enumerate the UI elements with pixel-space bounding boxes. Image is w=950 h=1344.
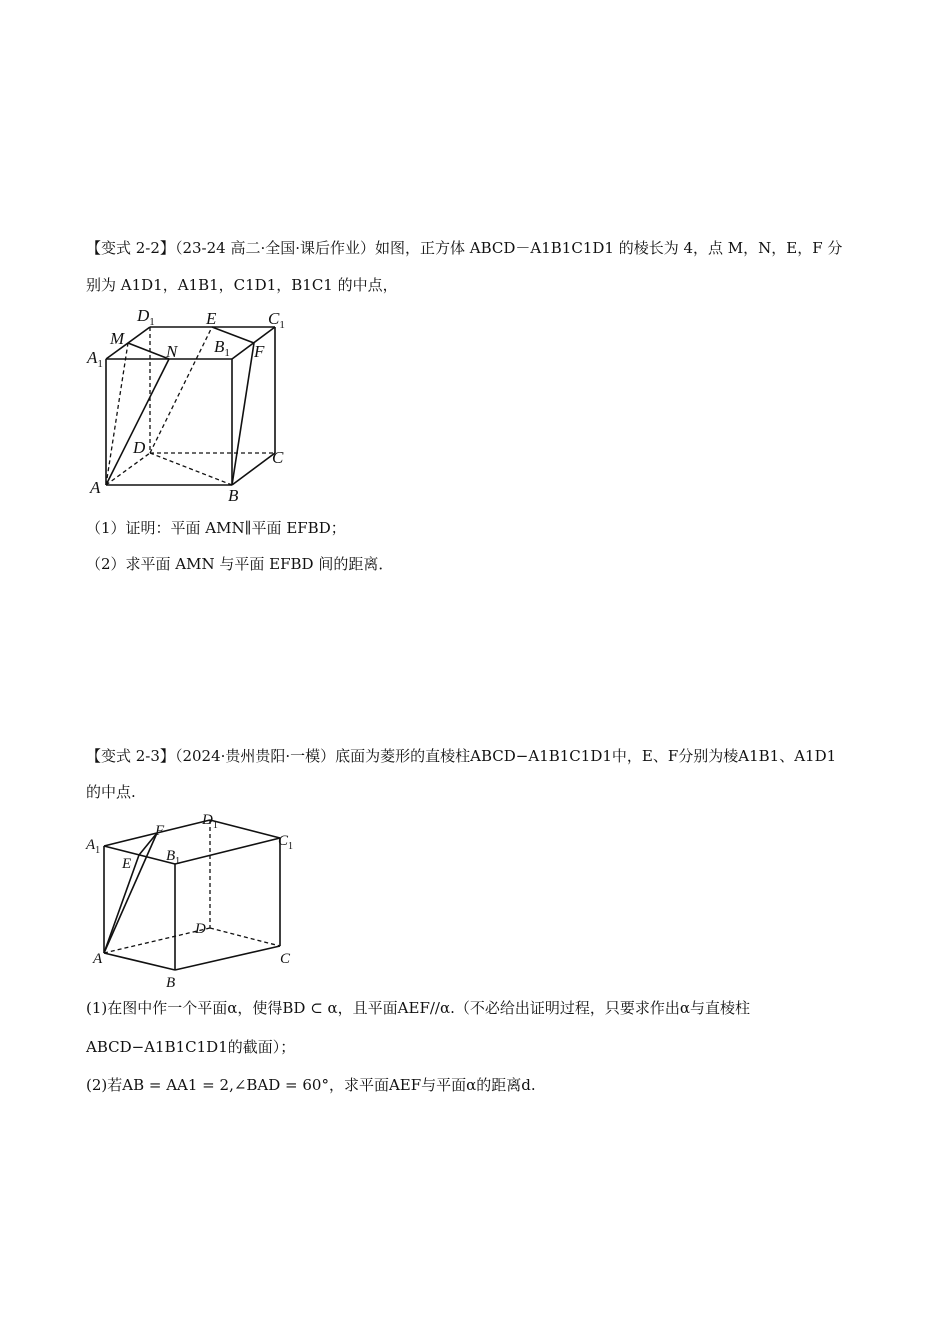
label-C: C [280, 951, 291, 967]
label-E: E [206, 309, 217, 328]
problem2-source: （2024·贵州贵阳·一模） [174, 747, 336, 765]
label-N: N [166, 342, 178, 361]
label-A: A [93, 951, 103, 967]
label-D1: $D_1$ [202, 812, 218, 831]
problem1-stem-line2: 别为 A1D1，A1B1，C1D1，B1C1 的中点， [86, 276, 398, 294]
label-D: D [133, 438, 146, 457]
label-C1: $C_1$ [268, 309, 285, 331]
label-C1: $C_1$ [278, 833, 294, 852]
cube-figure [82, 300, 302, 506]
prism-figure [82, 808, 312, 992]
label-D1: $D_1$ [137, 306, 155, 328]
label-B: B [166, 975, 176, 991]
label-M: M [110, 329, 125, 348]
problem2-stem [86, 741, 886, 771]
problem1-source: （23-24 高二·全国·课后作业） [174, 239, 375, 257]
label-B1: $B_1$ [214, 337, 230, 359]
label-F: F [254, 342, 265, 361]
problem1-stem-line1: 如图，正方体 ABCD－A1B1C1D1 的棱长为 4，点 M，N，E，F 分 [375, 239, 843, 257]
label-C: C [272, 448, 284, 467]
problem2-q1-line2: ABCD−A1B1C1D1的截面）； [86, 1038, 296, 1056]
problem1-stem [86, 233, 886, 263]
label-E: E [122, 856, 132, 872]
label-D: D [195, 921, 206, 937]
problem1-q2: （2）求平面 AMN 与平面 EFBD 间的距离． [86, 555, 394, 573]
label-A1: $A_1$ [87, 348, 103, 370]
label-B: B [228, 486, 239, 505]
label-A1: $A_1$ [86, 837, 101, 856]
problem2-stem-line2: 的中点. [86, 783, 136, 801]
problem1-q1: （1）证明：平面 AMN∥平面 EFBD； [86, 519, 346, 537]
problem2-q1-line1: (1)在图中作一个平面α，使得BD ⊂ α，且平面AEF//α.（不必给出证明过程，只要求作出α与直棱柱 [86, 999, 750, 1017]
problem2-tag: 【变式 2-3】 [86, 747, 175, 765]
problem2-q2: (2)若AB = AA1 = 2,∠BAD = 60°，求平面AEF与平面α的距离d. [86, 1076, 536, 1094]
label-A: A [90, 478, 101, 497]
label-B1: $B_1$ [166, 848, 181, 867]
problem2-stem-line1: 底面为菱形的直棱柱ABCD−A1B1C1D1中，E、F分别为棱A1B1、A1D1 [335, 747, 837, 765]
label-F: F [155, 823, 165, 839]
problem1-tag: 【变式 2-2】 [86, 239, 175, 257]
